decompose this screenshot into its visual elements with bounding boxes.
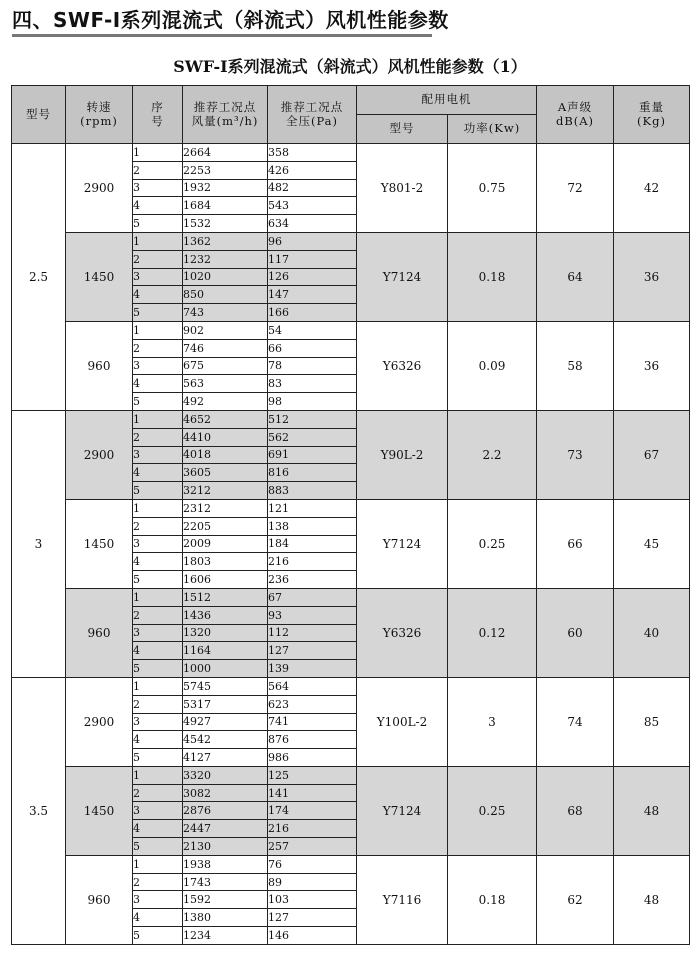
motor-model-cell: Y7116 xyxy=(357,855,448,944)
pressure-cell: 482 xyxy=(268,179,357,197)
header-motor-model: 型号 xyxy=(357,115,448,144)
speed-cell: 2900 xyxy=(66,677,133,766)
motor-model-cell: Y801-2 xyxy=(357,144,448,233)
header-seq xyxy=(133,86,183,144)
airflow-cell: 1164 xyxy=(183,642,268,660)
fan-performance-table xyxy=(11,85,690,945)
weight-cell: 67 xyxy=(614,410,690,499)
airflow-cell: 743 xyxy=(183,304,268,322)
airflow-cell: 2205 xyxy=(183,517,268,535)
airflow-cell: 3212 xyxy=(183,482,268,500)
pressure-cell: 112 xyxy=(268,624,357,642)
header-weight-label: 重量 xyxy=(639,100,664,114)
airflow-cell: 902 xyxy=(183,321,268,339)
airflow-cell: 1020 xyxy=(183,268,268,286)
airflow-cell: 1932 xyxy=(183,179,268,197)
seq-cell: 1 xyxy=(133,144,183,162)
seq-cell: 2 xyxy=(133,695,183,713)
seq-cell: 1 xyxy=(133,321,183,339)
motor-model-cell: Y90L-2 xyxy=(357,410,448,499)
airflow-cell: 3320 xyxy=(183,766,268,784)
airflow-cell: 4927 xyxy=(183,713,268,731)
motor-power-cell: 0.09 xyxy=(448,321,537,410)
seq-cell: 5 xyxy=(133,749,183,767)
airflow-cell: 675 xyxy=(183,357,268,375)
noise-cell: 58 xyxy=(537,321,614,410)
seq-cell: 4 xyxy=(133,731,183,749)
airflow-cell: 1606 xyxy=(183,571,268,589)
seq-cell: 2 xyxy=(133,428,183,446)
table-row xyxy=(12,232,690,250)
seq-cell: 5 xyxy=(133,838,183,856)
seq-cell: 3 xyxy=(133,268,183,286)
pressure-cell: 876 xyxy=(268,731,357,749)
pressure-cell: 562 xyxy=(268,428,357,446)
motor-model-cell: Y7124 xyxy=(357,766,448,855)
header-flow-label: 推荐工况点 xyxy=(193,100,257,114)
seq-cell: 4 xyxy=(133,909,183,927)
pressure-cell: 93 xyxy=(268,606,357,624)
motor-power-cell: 0.25 xyxy=(448,499,537,588)
header-seq-line2: 号 xyxy=(151,113,164,128)
pressure-cell: 127 xyxy=(268,909,357,927)
table-row xyxy=(12,144,690,162)
pressure-cell: 691 xyxy=(268,446,357,464)
motor-power-cell: 0.12 xyxy=(448,588,537,677)
heading-underline xyxy=(12,34,432,37)
seq-cell: 3 xyxy=(133,713,183,731)
seq-cell: 3 xyxy=(133,891,183,909)
seq-cell: 5 xyxy=(133,571,183,589)
noise-cell: 72 xyxy=(537,144,614,233)
pressure-cell: 816 xyxy=(268,464,357,482)
airflow-cell: 746 xyxy=(183,339,268,357)
seq-cell: 4 xyxy=(133,553,183,571)
seq-cell: 2 xyxy=(133,161,183,179)
pressure-cell: 512 xyxy=(268,410,357,428)
header-speed-unit: (rpm) xyxy=(80,113,118,128)
pressure-cell: 741 xyxy=(268,713,357,731)
pressure-cell: 426 xyxy=(268,161,357,179)
airflow-cell: 1362 xyxy=(183,232,268,250)
seq-cell: 3 xyxy=(133,357,183,375)
airflow-cell: 3605 xyxy=(183,464,268,482)
weight-cell: 36 xyxy=(614,232,690,321)
seq-cell: 3 xyxy=(133,624,183,642)
airflow-cell: 1234 xyxy=(183,927,268,945)
table-row xyxy=(12,588,690,606)
header-noise xyxy=(537,86,614,144)
pressure-cell: 83 xyxy=(268,375,357,393)
header-motor-group: 配用电机 xyxy=(357,86,537,115)
header-pressure-label: 推荐工况点 xyxy=(280,100,344,114)
table-row xyxy=(12,766,690,784)
table-row xyxy=(12,321,690,339)
weight-cell: 36 xyxy=(614,321,690,410)
weight-cell: 45 xyxy=(614,499,690,588)
header-noise-label: A声级 xyxy=(557,100,593,114)
seq-cell: 4 xyxy=(133,464,183,482)
seq-cell: 5 xyxy=(133,304,183,322)
airflow-cell: 4542 xyxy=(183,731,268,749)
pressure-cell: 543 xyxy=(268,197,357,215)
seq-cell: 5 xyxy=(133,393,183,411)
weight-cell: 85 xyxy=(614,677,690,766)
airflow-cell: 1380 xyxy=(183,909,268,927)
pressure-cell: 257 xyxy=(268,838,357,856)
seq-cell: 4 xyxy=(133,375,183,393)
motor-model-cell: Y6326 xyxy=(357,588,448,677)
pressure-cell: 54 xyxy=(268,321,357,339)
speed-cell: 1450 xyxy=(66,232,133,321)
speed-cell: 960 xyxy=(66,321,133,410)
table-row xyxy=(12,677,690,695)
airflow-cell: 4018 xyxy=(183,446,268,464)
seq-cell: 2 xyxy=(133,339,183,357)
airflow-cell: 2312 xyxy=(183,499,268,517)
motor-model-cell: Y100L-2 xyxy=(357,677,448,766)
airflow-cell: 4652 xyxy=(183,410,268,428)
motor-power-cell: 0.75 xyxy=(448,144,537,233)
airflow-cell: 4410 xyxy=(183,428,268,446)
pressure-cell: 103 xyxy=(268,891,357,909)
airflow-cell: 4127 xyxy=(183,749,268,767)
pressure-cell: 117 xyxy=(268,250,357,268)
seq-cell: 3 xyxy=(133,802,183,820)
header-flow xyxy=(183,86,268,144)
motor-model-cell: Y7124 xyxy=(357,232,448,321)
pressure-cell: 76 xyxy=(268,855,357,873)
airflow-cell: 1320 xyxy=(183,624,268,642)
pressure-cell: 121 xyxy=(268,499,357,517)
weight-cell: 48 xyxy=(614,766,690,855)
pressure-cell: 358 xyxy=(268,144,357,162)
seq-cell: 1 xyxy=(133,855,183,873)
pressure-cell: 127 xyxy=(268,642,357,660)
noise-cell: 66 xyxy=(537,499,614,588)
header-flow-unit: 风量(m³/h) xyxy=(191,113,259,128)
pressure-cell: 98 xyxy=(268,393,357,411)
pressure-cell: 96 xyxy=(268,232,357,250)
header-pressure-unit: 全压(Pa) xyxy=(285,113,339,128)
motor-power-cell: 0.18 xyxy=(448,855,537,944)
table-row xyxy=(12,410,690,428)
seq-cell: 3 xyxy=(133,535,183,553)
pressure-cell: 138 xyxy=(268,517,357,535)
speed-cell: 1450 xyxy=(66,766,133,855)
airflow-cell: 2253 xyxy=(183,161,268,179)
weight-cell: 48 xyxy=(614,855,690,944)
pressure-cell: 216 xyxy=(268,553,357,571)
seq-cell: 1 xyxy=(133,766,183,784)
weight-cell: 40 xyxy=(614,588,690,677)
fan-model-cell: 2.5 xyxy=(12,144,66,411)
table-row xyxy=(12,855,690,873)
speed-cell: 2900 xyxy=(66,144,133,233)
seq-cell: 5 xyxy=(133,215,183,233)
airflow-cell: 2876 xyxy=(183,802,268,820)
seq-cell: 2 xyxy=(133,784,183,802)
pressure-cell: 564 xyxy=(268,677,357,695)
header-weight-unit: (Kg) xyxy=(637,113,666,128)
noise-cell: 60 xyxy=(537,588,614,677)
motor-power-cell: 0.18 xyxy=(448,232,537,321)
header-speed-label: 转速 xyxy=(86,100,112,114)
motor-power-cell: 0.25 xyxy=(448,766,537,855)
speed-cell: 960 xyxy=(66,855,133,944)
header-motor-power: 功率(Kw) xyxy=(448,115,537,144)
pressure-cell: 66 xyxy=(268,339,357,357)
noise-cell: 64 xyxy=(537,232,614,321)
airflow-cell: 492 xyxy=(183,393,268,411)
header-model: 型号 xyxy=(12,86,66,144)
pressure-cell: 89 xyxy=(268,873,357,891)
speed-cell: 960 xyxy=(66,588,133,677)
pressure-cell: 634 xyxy=(268,215,357,233)
pressure-cell: 216 xyxy=(268,820,357,838)
header-seq-line1: 序 xyxy=(151,100,164,114)
motor-power-cell: 2.2 xyxy=(448,410,537,499)
airflow-cell: 1532 xyxy=(183,215,268,233)
seq-cell: 4 xyxy=(133,286,183,304)
seq-cell: 1 xyxy=(133,677,183,695)
airflow-cell: 1000 xyxy=(183,660,268,678)
motor-power-cell: 3 xyxy=(448,677,537,766)
header-weight xyxy=(614,86,690,144)
pressure-cell: 623 xyxy=(268,695,357,713)
header-speed xyxy=(66,86,133,144)
seq-cell: 3 xyxy=(133,179,183,197)
speed-cell: 2900 xyxy=(66,410,133,499)
fan-model-cell: 3.5 xyxy=(12,677,66,944)
pressure-cell: 986 xyxy=(268,749,357,767)
pressure-cell: 174 xyxy=(268,802,357,820)
pressure-cell: 146 xyxy=(268,927,357,945)
airflow-cell: 2447 xyxy=(183,820,268,838)
pressure-cell: 125 xyxy=(268,766,357,784)
airflow-cell: 2664 xyxy=(183,144,268,162)
airflow-cell: 1684 xyxy=(183,197,268,215)
pressure-cell: 78 xyxy=(268,357,357,375)
seq-cell: 1 xyxy=(133,232,183,250)
pressure-cell: 184 xyxy=(268,535,357,553)
seq-cell: 2 xyxy=(133,873,183,891)
seq-cell: 4 xyxy=(133,820,183,838)
noise-cell: 74 xyxy=(537,677,614,766)
airflow-cell: 5317 xyxy=(183,695,268,713)
weight-cell: 42 xyxy=(614,144,690,233)
table-title: SWF-Ⅰ系列混流式（斜流式）风机性能参数（1） xyxy=(173,57,527,76)
airflow-cell: 1938 xyxy=(183,855,268,873)
pressure-cell: 236 xyxy=(268,571,357,589)
seq-cell: 4 xyxy=(133,642,183,660)
pressure-cell: 139 xyxy=(268,660,357,678)
pressure-cell: 67 xyxy=(268,588,357,606)
section-heading: 四、SWF-Ⅰ系列混流式（斜流式）风机性能参数 xyxy=(12,8,449,32)
seq-cell: 2 xyxy=(133,606,183,624)
table-body xyxy=(12,144,690,945)
pressure-cell: 126 xyxy=(268,268,357,286)
seq-cell: 3 xyxy=(133,446,183,464)
airflow-cell: 1743 xyxy=(183,873,268,891)
speed-cell: 1450 xyxy=(66,499,133,588)
seq-cell: 2 xyxy=(133,517,183,535)
seq-cell: 1 xyxy=(133,588,183,606)
noise-cell: 62 xyxy=(537,855,614,944)
airflow-cell: 2130 xyxy=(183,838,268,856)
seq-cell: 5 xyxy=(133,660,183,678)
pressure-cell: 883 xyxy=(268,482,357,500)
airflow-cell: 1512 xyxy=(183,588,268,606)
header-noise-unit: dB(A) xyxy=(555,113,595,128)
noise-cell: 73 xyxy=(537,410,614,499)
header-pressure xyxy=(268,86,357,144)
pressure-cell: 166 xyxy=(268,304,357,322)
airflow-cell: 1436 xyxy=(183,606,268,624)
seq-cell: 5 xyxy=(133,482,183,500)
airflow-cell: 2009 xyxy=(183,535,268,553)
table-row xyxy=(12,499,690,517)
seq-cell: 4 xyxy=(133,197,183,215)
airflow-cell: 850 xyxy=(183,286,268,304)
motor-model-cell: Y6326 xyxy=(357,321,448,410)
noise-cell: 68 xyxy=(537,766,614,855)
airflow-cell: 1232 xyxy=(183,250,268,268)
airflow-cell: 5745 xyxy=(183,677,268,695)
pressure-cell: 141 xyxy=(268,784,357,802)
fan-model-cell: 3 xyxy=(12,410,66,677)
airflow-cell: 1803 xyxy=(183,553,268,571)
seq-cell: 1 xyxy=(133,410,183,428)
pressure-cell: 147 xyxy=(268,286,357,304)
seq-cell: 2 xyxy=(133,250,183,268)
motor-model-cell: Y7124 xyxy=(357,499,448,588)
airflow-cell: 3082 xyxy=(183,784,268,802)
airflow-cell: 1592 xyxy=(183,891,268,909)
seq-cell: 5 xyxy=(133,927,183,945)
airflow-cell: 563 xyxy=(183,375,268,393)
seq-cell: 1 xyxy=(133,499,183,517)
